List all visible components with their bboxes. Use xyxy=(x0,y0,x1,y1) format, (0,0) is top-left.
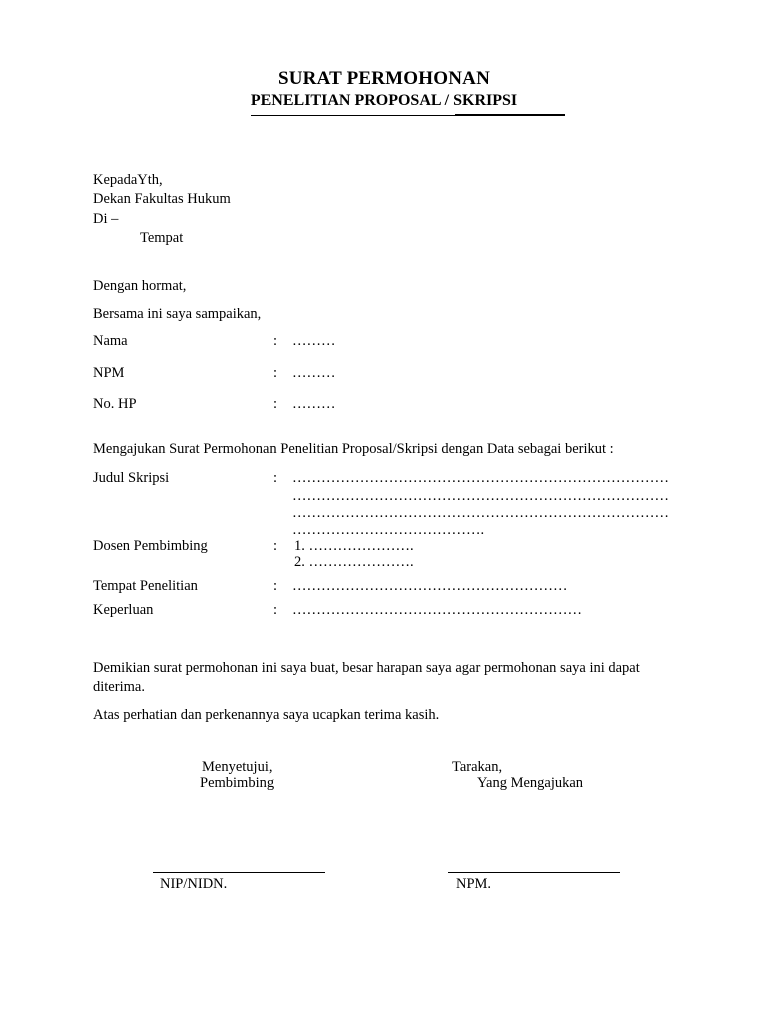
keperluan-label: Keperluan xyxy=(93,602,154,618)
judul-label: Judul Skripsi xyxy=(93,470,170,486)
greeting: Dengan hormat, xyxy=(93,278,187,294)
closing-line-1: Demikian surat permohonan ini saya buat, besar harapan saya agar permohonan saya ini dapat xyxy=(93,660,640,676)
request-text: Mengajukan Surat Permohonan Penelitian Proposal/Skripsi dengan Data sebagai berikut : xyxy=(93,441,614,457)
tempat-colon: : xyxy=(273,578,278,594)
tempat-label: Tempat Penelitian xyxy=(93,578,198,594)
address-line-3: Di – xyxy=(93,211,119,227)
title-underline-thick xyxy=(455,114,565,116)
sign-right-id: NPM. xyxy=(456,876,492,892)
page-subtitle: PENELITIAN PROPOSAL / SKRIPSI xyxy=(250,92,518,109)
hp-colon: : xyxy=(273,396,278,412)
npm-label: NPM xyxy=(93,365,125,381)
keperluan-value: …………………………………………………… xyxy=(292,602,582,618)
npm-colon: : xyxy=(273,365,278,381)
signature-line-right xyxy=(448,872,620,873)
closing-line-2: diterima. xyxy=(93,679,145,695)
dosen-label: Dosen Pembimbing xyxy=(93,538,208,554)
address-line-1: KepadaYth, xyxy=(93,172,163,188)
nama-label: Nama xyxy=(93,333,128,349)
page-title: SURAT PERMOHONAN xyxy=(277,68,491,89)
nama-value: ……… xyxy=(292,333,336,349)
nama-colon: : xyxy=(273,333,278,349)
address-line-4: Tempat xyxy=(140,230,184,246)
sign-left-line-2: Pembimbing xyxy=(200,775,275,791)
keperluan-colon: : xyxy=(273,602,278,618)
tempat-value: ………………………………………………… xyxy=(292,578,568,594)
title-underline-thin xyxy=(251,115,455,116)
dosen-item-2: 2. …………………. xyxy=(294,554,414,570)
signature-line-left xyxy=(153,872,325,873)
sign-right-line-1: Tarakan, xyxy=(452,759,503,775)
intro-text: Bersama ini saya sampaikan, xyxy=(93,306,262,322)
address-line-2: Dekan Fakultas Hukum xyxy=(93,191,231,207)
sign-right-line-2: Yang Mengajukan xyxy=(477,775,584,791)
dosen-item-1: 1. …………………. xyxy=(294,538,414,554)
dosen-colon: : xyxy=(273,538,278,554)
sign-left-id: NIP/NIDN. xyxy=(160,876,228,892)
judul-line-1: …………………………………………………………………… xyxy=(292,470,669,486)
judul-line-2: …………………………………………………………………… xyxy=(292,488,669,504)
judul-line-3: …………………………………………………………………… xyxy=(292,505,669,521)
hp-value: ……… xyxy=(292,396,336,412)
npm-value: ……… xyxy=(292,365,336,381)
hp-label: No. HP xyxy=(93,396,137,412)
closing-line-3: Atas perhatian dan perkenannya saya ucapkan terima kasih. xyxy=(93,707,440,723)
judul-line-4: …………………………………. xyxy=(292,522,485,538)
sign-left-line-1: Menyetujui, xyxy=(202,759,273,775)
judul-colon: : xyxy=(273,470,278,486)
